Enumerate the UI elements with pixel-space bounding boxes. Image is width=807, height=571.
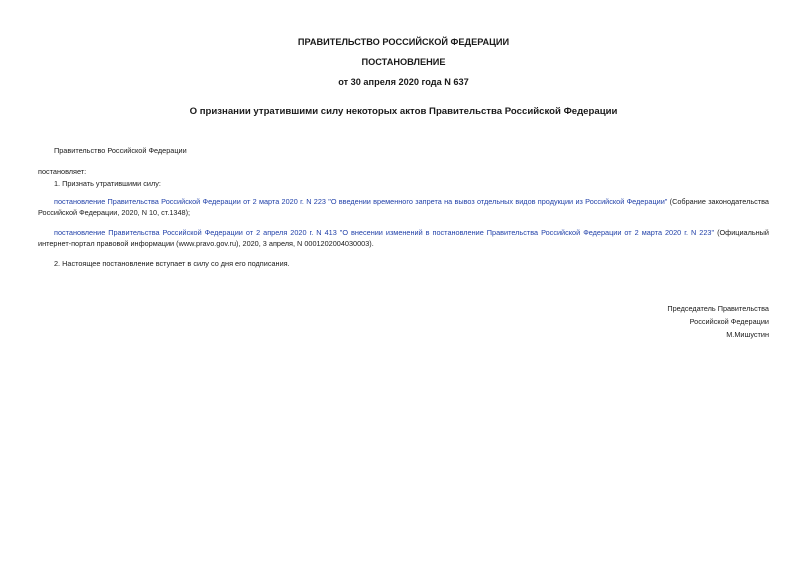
signature-block (667, 302, 769, 342)
decides-text: постановляет: (38, 167, 87, 176)
act-1-source: (Собрание законодательства Российской Федерации, 2020, N 10, ст.1348); (38, 197, 769, 217)
signature-name: М.Мишустин (726, 330, 769, 340)
repealed-act-1 (38, 197, 769, 218)
government-heading: ПРАВИТЕЛЬСТВО РОССИЙСКОЙ ФЕДЕРАЦИИ (297, 37, 510, 47)
intro-text: Правительство Российской Федерации (54, 146, 187, 155)
document-type-heading: ПОСТАНОВЛЕНИЕ (361, 57, 446, 67)
item-1-text: 1. Признать утратившими силу: (54, 179, 161, 188)
repealed-act-2 (38, 228, 769, 249)
item-2-text: 2. Настоящее постановление вступает в силу со дня его подписания. (54, 259, 290, 268)
signature-position-line2: Российской Федерации (689, 317, 769, 327)
document-title: О признании утратившими силу некоторых актов Правительства Российской Федерации (189, 106, 618, 117)
act-1-link[interactable]: постановление Правительства Российской Федерации от 2 марта 2020 г. N 223 "О введении временного запрета на вывоз отдельных видов продукции из Российской Федерации" (54, 197, 668, 206)
document-date-number: от 30 апреля 2020 года N 637 (338, 77, 469, 87)
signature-position-line1: Председатель Правительства (667, 304, 769, 313)
act-2-source: (Официальный интернет-портал правовой информации (www.pravo.gov.ru), 2020, 3 апреля, N 0001202004030003). (38, 228, 769, 248)
act-2-link[interactable]: постановление Правительства Российской Федерации от 2 апреля 2020 г. N 413 "О внесении изменений в постановление Правительства Российской Федерации от 2 марта 2020 г. N 223" (54, 228, 715, 237)
